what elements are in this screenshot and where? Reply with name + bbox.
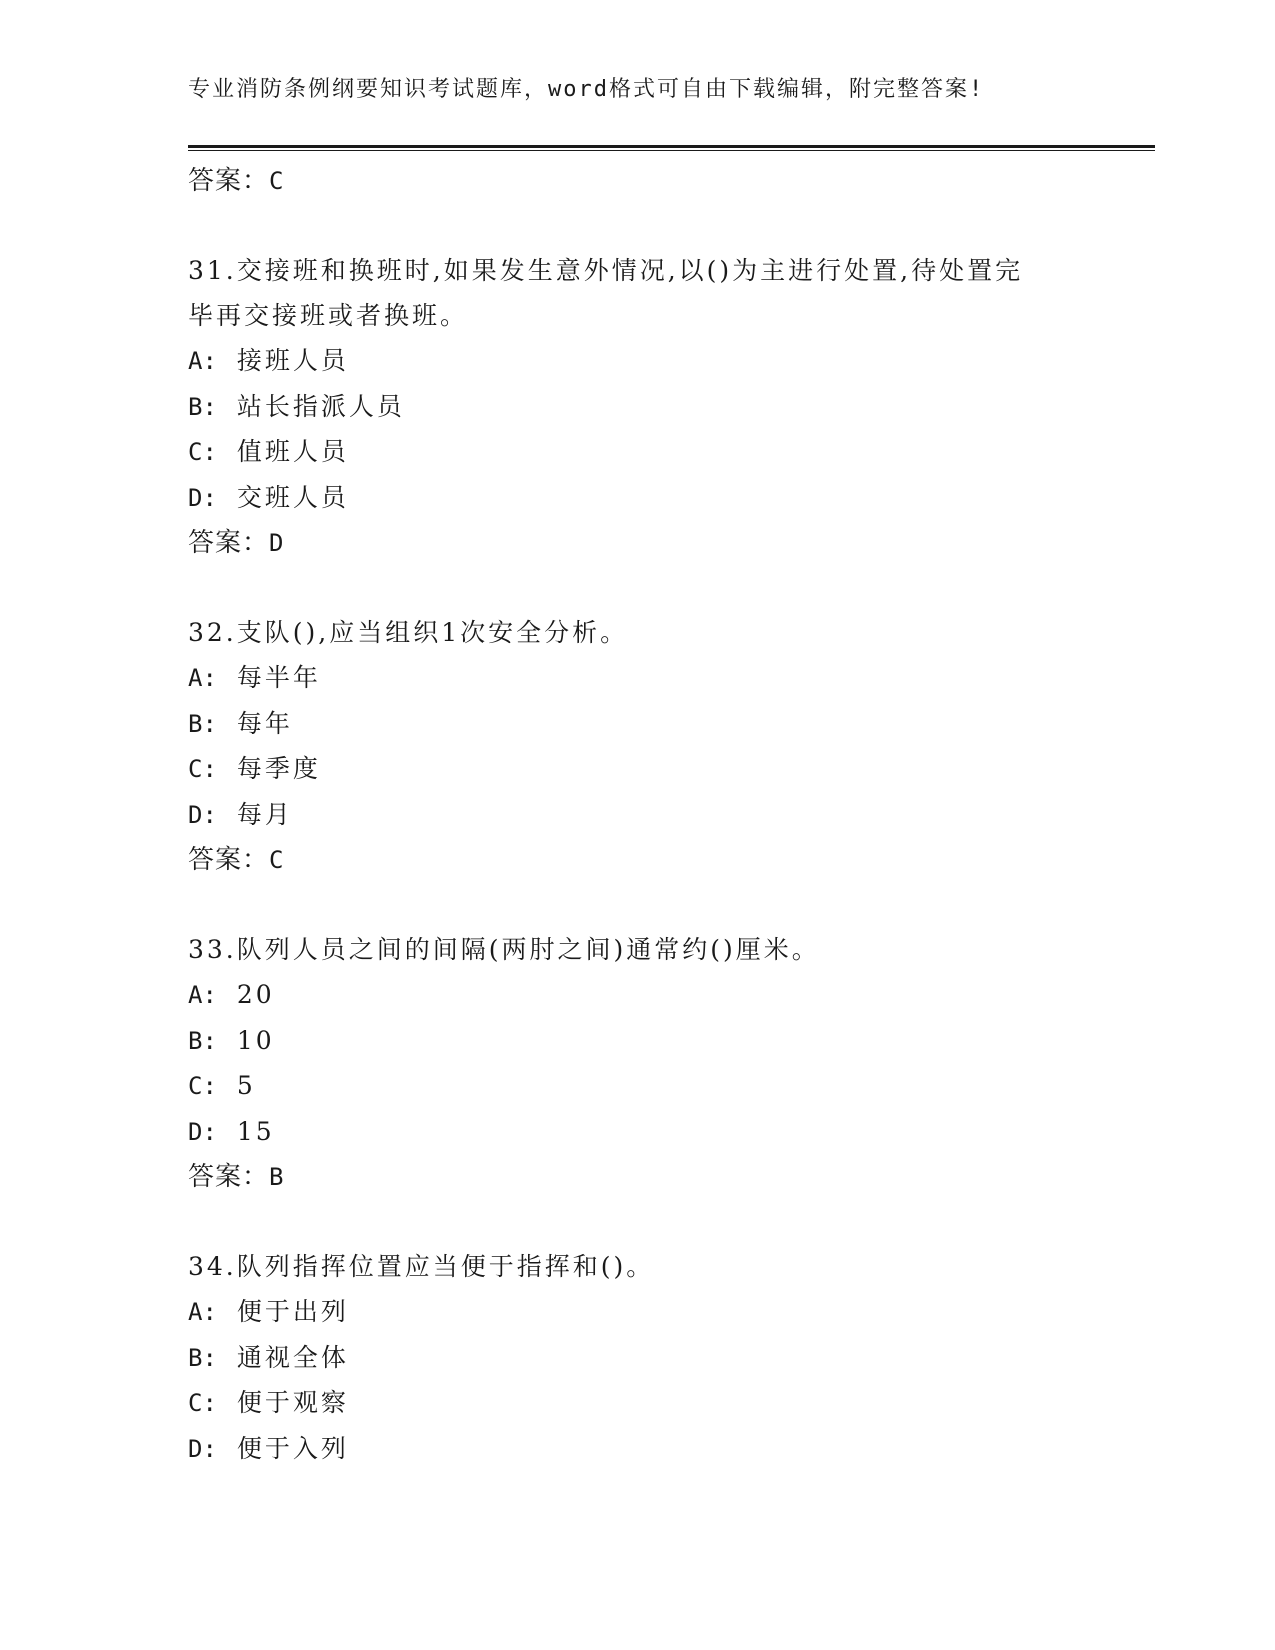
question-33 xyxy=(188,927,1088,1200)
option-text: 每月 xyxy=(236,799,293,829)
question-32 xyxy=(188,610,1088,883)
option-key: C: xyxy=(188,755,217,783)
option-a xyxy=(188,338,1088,384)
answer-label: 答案： xyxy=(188,528,270,558)
option-text: 20 xyxy=(236,980,275,1009)
option-text: 通视全体 xyxy=(236,1342,349,1372)
option-d xyxy=(188,475,1088,521)
option-d xyxy=(188,1109,1088,1155)
question-stem: 31.交接班和换班时,如果发生意外情况,以()为主进行处置,待处置完毕再交接班或者换班。 xyxy=(188,256,1024,330)
option-c xyxy=(188,1063,1088,1109)
option-key: B: xyxy=(188,1026,217,1055)
option-text: 10 xyxy=(236,1025,275,1055)
option-key: A: xyxy=(188,981,217,1009)
option-text: 每年 xyxy=(236,708,293,738)
option-text: 交班人员 xyxy=(236,482,349,512)
option-b xyxy=(188,384,1088,430)
option-key: C: xyxy=(188,438,217,466)
option-text: 便于出列 xyxy=(236,1297,349,1326)
option-key: D: xyxy=(188,1117,217,1146)
question-list xyxy=(188,158,1088,1471)
option-b xyxy=(188,701,1088,747)
option-d xyxy=(188,792,1088,838)
option-text: 值班人员 xyxy=(236,437,349,466)
answer-label: 答案： xyxy=(188,1162,270,1192)
page-header-title: 专业消防条例纲要知识考试题库，word格式可自由下载编辑，附完整答案! xyxy=(188,77,985,102)
option-text: 站长指派人员 xyxy=(236,391,405,421)
option-key: D: xyxy=(188,1434,217,1463)
option-c xyxy=(188,1380,1088,1426)
option-c xyxy=(188,746,1088,792)
option-b xyxy=(188,1335,1088,1381)
header-divider-thick xyxy=(188,145,1155,148)
option-key: A: xyxy=(188,1298,217,1326)
answer-line xyxy=(188,1154,1088,1200)
header-divider-thin xyxy=(188,150,1155,151)
option-a xyxy=(188,655,1088,701)
option-key: B: xyxy=(188,709,217,738)
answer-value: C xyxy=(269,846,285,874)
option-key: C: xyxy=(188,1072,217,1100)
answer-line xyxy=(188,837,1088,883)
option-text: 每季度 xyxy=(236,754,321,783)
option-key: A: xyxy=(188,664,217,692)
question-34 xyxy=(188,1244,1088,1471)
option-key: A: xyxy=(188,347,217,375)
option-d xyxy=(188,1426,1088,1472)
answer-line xyxy=(188,520,1088,566)
question-stem: 32.支队(),应当组织1次安全分析。 xyxy=(188,618,629,647)
option-text: 每半年 xyxy=(236,663,321,692)
option-key: D: xyxy=(188,800,217,829)
answer-line xyxy=(188,158,1088,204)
answer-label: 答案： xyxy=(188,166,270,196)
option-a xyxy=(188,972,1088,1018)
option-text: 接班人员 xyxy=(236,346,349,375)
option-key: C: xyxy=(188,1389,217,1417)
option-a xyxy=(188,1289,1088,1335)
option-key: B: xyxy=(188,1343,217,1372)
question-31 xyxy=(188,248,1088,566)
question-stem: 34.队列指挥位置应当便于指挥和()。 xyxy=(188,1252,655,1281)
option-text: 便于观察 xyxy=(236,1388,349,1417)
option-text: 便于入列 xyxy=(236,1433,349,1463)
answer-label: 答案： xyxy=(188,845,270,875)
option-key: D: xyxy=(188,483,217,512)
option-text: 5 xyxy=(236,1071,256,1100)
option-c xyxy=(188,429,1088,475)
question-stem: 33.队列人员之间的间隔(两肘之间)通常约()厘米。 xyxy=(188,935,820,964)
option-key: B: xyxy=(188,392,217,421)
answer-value: C xyxy=(269,167,285,195)
answer-value: D xyxy=(269,529,285,557)
option-text: 15 xyxy=(236,1116,275,1146)
answer-value: B xyxy=(269,1163,285,1191)
option-b xyxy=(188,1018,1088,1064)
